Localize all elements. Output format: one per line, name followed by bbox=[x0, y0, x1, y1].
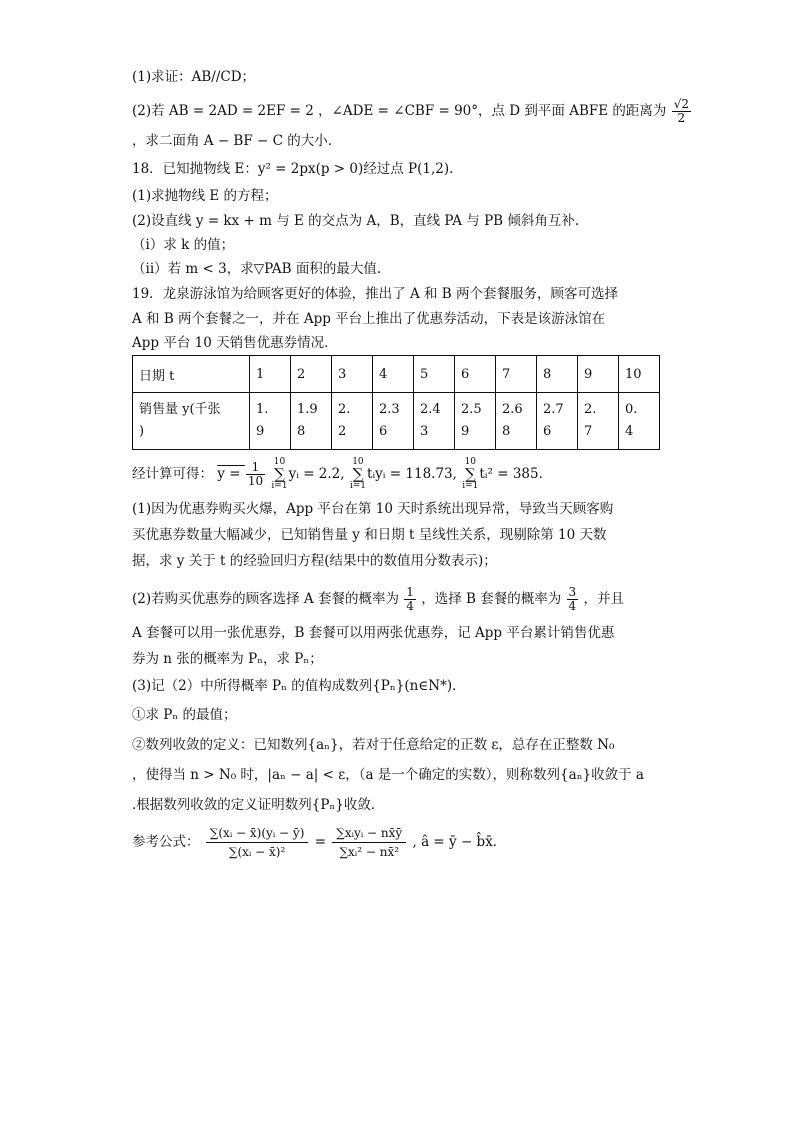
cell-line: 9 bbox=[256, 424, 265, 439]
q18-sub1: （i）求 k 的值； bbox=[132, 237, 235, 253]
cell-line: 2.4 bbox=[420, 402, 441, 417]
q19-stem-2: A 和 B 两个套餐之一，并在 App 平台上推出了优惠券活动，下表是该游泳馆在 bbox=[132, 311, 606, 327]
table-cell: 8 bbox=[537, 356, 578, 393]
table-row bbox=[133, 356, 660, 393]
q19-p2-line3: 券为 n 张的概率为 Pₙ，求 Pₙ； bbox=[132, 651, 323, 667]
q19-p3-sub1: ①求 Pₙ 的最值； bbox=[132, 707, 237, 723]
table-cell: 9 bbox=[578, 356, 619, 393]
fraction-denominator: 10 bbox=[247, 474, 264, 488]
fraction-numerator: 3 bbox=[568, 585, 577, 599]
sales-header-b: ) bbox=[139, 424, 145, 439]
p2-text-a: (2)若购买优惠券的顾客选择 A 套餐的概率为 bbox=[132, 591, 399, 607]
sum-symbol: 10 ∑ i=1 bbox=[271, 457, 288, 491]
cell-line: 2. bbox=[338, 402, 351, 417]
q19-p3-sub2-b: ，使得当 n > N₀ 时，|aₙ − a| < ε，（a 是一个确定的实数），则称数列{aₙ}收敛于 a bbox=[132, 767, 644, 783]
cell-line: 2 bbox=[338, 424, 347, 439]
q17-part2-end: ，求二面角 A − BF − C 的大小． bbox=[132, 133, 342, 149]
sum-symbol: 10 ∑ i=1 bbox=[462, 457, 479, 491]
fraction-denominator: ∑xᵢ² − nx̄² bbox=[339, 845, 400, 859]
table-cell: 3 bbox=[332, 356, 373, 393]
sum-top: 10 bbox=[273, 457, 286, 467]
cell-line: 1. bbox=[256, 402, 269, 417]
cell-line: 2. bbox=[584, 402, 597, 417]
table-cell: 6 bbox=[455, 356, 496, 393]
table-cell bbox=[496, 393, 537, 450]
q19-stem-3: App 平台 10 天销售优惠券情况． bbox=[132, 335, 338, 351]
coupon-sales-table bbox=[132, 355, 660, 450]
cell-line: 4 bbox=[625, 424, 634, 439]
q17-part2-line bbox=[132, 98, 692, 125]
table-header-sales bbox=[133, 393, 250, 450]
sum-bottom: i=1 bbox=[462, 481, 479, 491]
table-cell bbox=[373, 393, 414, 450]
cell-line: 2.3 bbox=[379, 402, 400, 417]
q18-sub2: （ii）若 m < 3，求▽PAB 面积的最大值. bbox=[132, 261, 382, 277]
table-cell bbox=[578, 393, 619, 450]
cell-line: 2.6 bbox=[502, 402, 523, 417]
q19-p1-line3: 据，求 y 关于 t 的经验回归方程(结果中的数值用分数表示)； bbox=[132, 553, 497, 569]
calc-prefix: 经计算可得： bbox=[132, 466, 213, 482]
table-row bbox=[133, 393, 660, 450]
table-cell: 2 bbox=[291, 356, 332, 393]
calc-value-3: tᵢ² = 385． bbox=[479, 466, 553, 482]
sum-top: 10 bbox=[464, 457, 477, 467]
table-cell bbox=[332, 393, 373, 450]
table-cell: 5 bbox=[414, 356, 455, 393]
table-header-date: 日期 t bbox=[133, 356, 250, 393]
table-cell: 1 bbox=[250, 356, 291, 393]
fraction-denominator: 4 bbox=[568, 599, 577, 613]
calc-value-1: yᵢ = 2.2, bbox=[288, 466, 345, 482]
cell-line: 1.9 bbox=[297, 402, 318, 417]
fraction-numerator: 1 bbox=[246, 461, 265, 475]
sum-bottom: i=1 bbox=[271, 481, 288, 491]
table-cell: 7 bbox=[496, 356, 537, 393]
calc-ybar: y = bbox=[217, 466, 245, 482]
sum-top: 10 bbox=[352, 457, 364, 467]
q19-p3-sub2-a: ②数列收敛的定义：已知数列{aₙ}，若对于任意给定的正数 ε，总存在正整数 N₀ bbox=[132, 737, 615, 753]
cell-line: 6 bbox=[379, 424, 388, 439]
cell-line: 2.7 bbox=[543, 402, 564, 417]
cell-line: 3 bbox=[420, 424, 429, 439]
fraction-numerator: ∑(xᵢ − x̄)(yᵢ − ȳ) bbox=[206, 826, 309, 843]
q17-part2-text: (2)若 AB = 2AD = 2EF = 2 ，∠ADE = ∠CBF = 90°，点 D 到平面 ABFE 的距离为 bbox=[132, 103, 667, 119]
q18-part1: (1)求抛物线 E 的方程； bbox=[132, 188, 278, 204]
q17-part1: (1)求证：AB//CD； bbox=[132, 69, 256, 85]
fraction-numerator: √2 bbox=[673, 97, 689, 111]
fraction-numerator: 1 bbox=[406, 585, 414, 599]
ref-equals: = bbox=[314, 834, 326, 850]
fraction-denominator: 2 bbox=[677, 111, 686, 125]
prob-a-fraction bbox=[404, 586, 416, 613]
table-cell bbox=[250, 393, 291, 450]
ref-fraction-1 bbox=[206, 826, 309, 859]
fraction-numerator: ∑xᵢyᵢ − nx̄ȳ bbox=[332, 826, 406, 843]
table-cell: 4 bbox=[373, 356, 414, 393]
prob-b-fraction bbox=[567, 586, 579, 613]
table-cell bbox=[537, 393, 578, 450]
cell-line: 0. bbox=[625, 402, 638, 417]
calc-value-2: tᵢyᵢ = 118.73, bbox=[367, 466, 457, 482]
cell-line: 9 bbox=[461, 424, 470, 439]
q19-p2-line1 bbox=[132, 586, 624, 613]
p2-text-b: ，选择 B 套餐的概率为 bbox=[421, 591, 562, 607]
cell-line: 2.5 bbox=[461, 402, 482, 417]
q18-stem: 18．已知抛物线 E：y² = 2px(p > 0)经过点 P(1,2)． bbox=[132, 161, 463, 177]
cell-line: 6 bbox=[543, 424, 552, 439]
q19-p1-line1: (1)因为优惠券购买火爆，App 平台在第 10 天时系统出现异常，导致当天顾客购 bbox=[132, 501, 614, 517]
sum-symbol: 10 ∑ i=1 bbox=[349, 457, 367, 491]
ref-label: 参考公式： bbox=[132, 834, 200, 850]
q19-p3-sub2-c: .根据数列收敛的定义证明数列{Pₙ}收敛． bbox=[132, 797, 385, 813]
ref-tail: , â = ȳ − b̂x̄． bbox=[412, 834, 507, 850]
table-cell bbox=[291, 393, 332, 450]
cell-line: 7 bbox=[584, 424, 593, 439]
p2-text-c: ，并且 bbox=[583, 591, 624, 607]
table-cell: 10 bbox=[619, 356, 660, 393]
q19-p3: (3)记（2）中所得概率 Pₙ 的值构成数列{Pₙ}(n∈N*)． bbox=[132, 678, 466, 694]
table-cell bbox=[414, 393, 455, 450]
table-cell bbox=[619, 393, 660, 450]
q18-part2: (2)设直线 y = kx + m 与 E 的交点为 A，B，直线 PA 与 PB 倾斜角互补. bbox=[132, 213, 580, 229]
cell-line: 8 bbox=[502, 424, 511, 439]
distance-fraction bbox=[672, 98, 691, 125]
table-cell bbox=[455, 393, 496, 450]
calc-fraction bbox=[246, 461, 265, 488]
cell-line: 8 bbox=[297, 424, 306, 439]
q19-calc-line bbox=[132, 458, 552, 491]
sum-bottom: i=1 bbox=[349, 481, 367, 491]
reference-formula bbox=[132, 826, 506, 859]
q19-p2-line2: A 套餐可以用一张优惠券，B 套餐可以用两张优惠券，记 App 平台累计销售优惠 bbox=[132, 625, 615, 641]
fraction-denominator: ∑(xᵢ − x̄)² bbox=[228, 845, 286, 859]
q19-p1-line2: 买优惠券数量大幅减少，已知销售量 y 和日期 t 呈线性关系，现剔除第 10 天数 bbox=[132, 527, 607, 543]
q19-stem-1: 19．龙泉游泳馆为给顾客更好的体验，推出了 A 和 B 两个套餐服务，顾客可选择 bbox=[132, 286, 619, 302]
ref-fraction-2 bbox=[332, 826, 406, 859]
fraction-denominator: 4 bbox=[406, 599, 414, 613]
sales-header-a: 销售量 y(千张 bbox=[139, 402, 221, 417]
